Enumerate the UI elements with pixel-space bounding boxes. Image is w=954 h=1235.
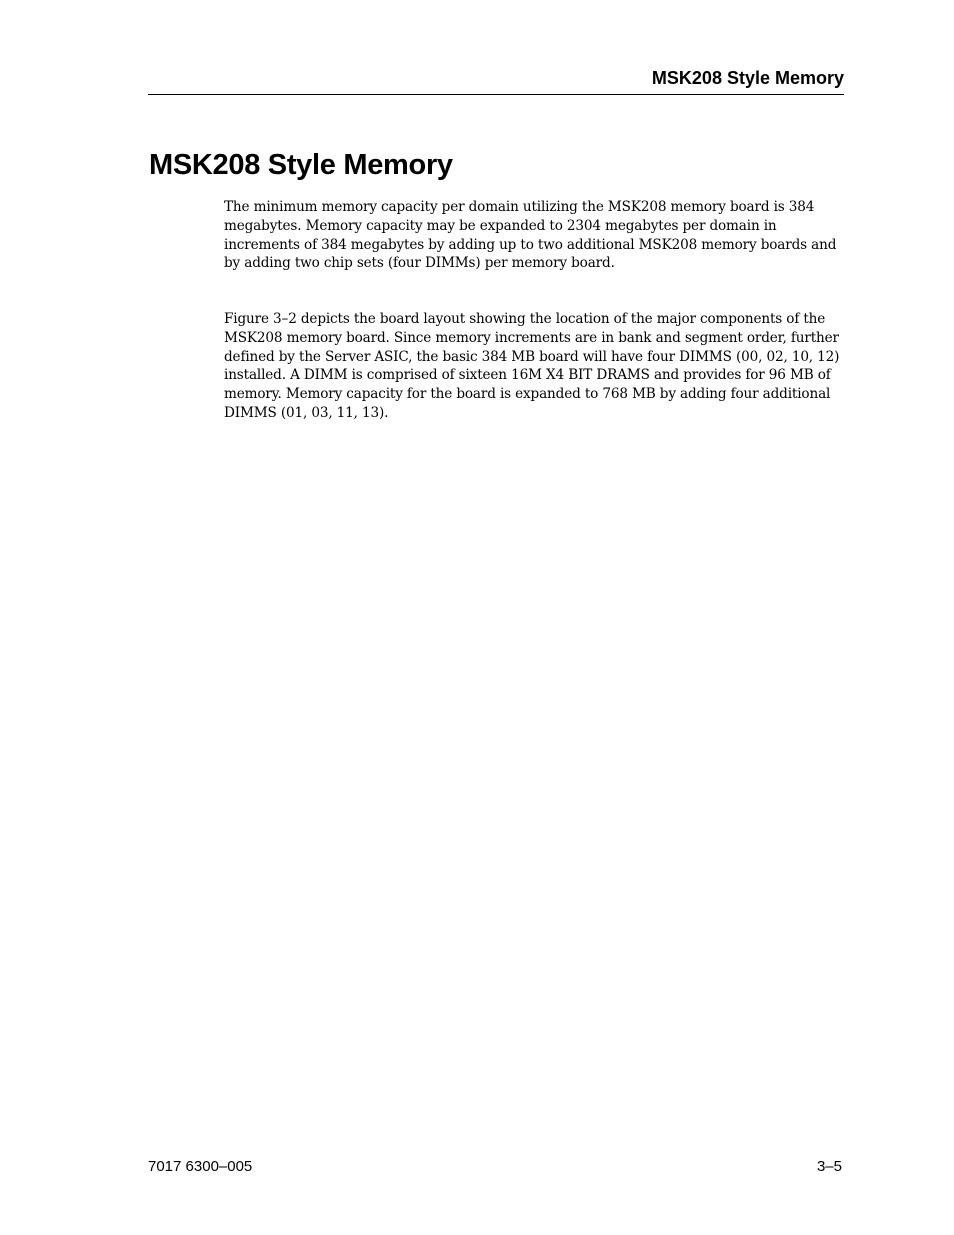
page-title: MSK208 Style Memory bbox=[149, 149, 453, 181]
running-header bbox=[148, 66, 844, 95]
paragraph-text: Figure 3–2 depicts the board layout showing the location of the major components of the MSK208 memory board. Since memory increments are in bank and segment order, further defined by the Server ASIC, the basic 384 MB board will have four DIMMS (00, 02, 10, 12) installed. A DIMM is comprised of sixteen 16M X4 BIT DRAMS and provides for 96 MB of memory. Memory capacity for the board is expanded to 768 MB by adding four additional DIMMS (01, 03, 11, 13). bbox=[224, 311, 840, 421]
footer-document-number: 7017 6300–005 bbox=[148, 1158, 253, 1175]
body-paragraph-1 bbox=[224, 198, 846, 273]
paragraph-text: The minimum memory capacity per domain utilizing the MSK208 memory board is 384 megabytes. Memory capacity may be expanded to 2304 megabytes per domain in increments of 384 megabytes by adding up to two additional MSK208 memory boards and by adding two chip sets (four DIMMs) per memory board. bbox=[224, 199, 837, 272]
running-header-title: MSK208 Style Memory bbox=[651, 68, 844, 88]
footer-page-number: 3–5 bbox=[816, 1158, 842, 1175]
body-paragraph-2 bbox=[224, 310, 846, 423]
